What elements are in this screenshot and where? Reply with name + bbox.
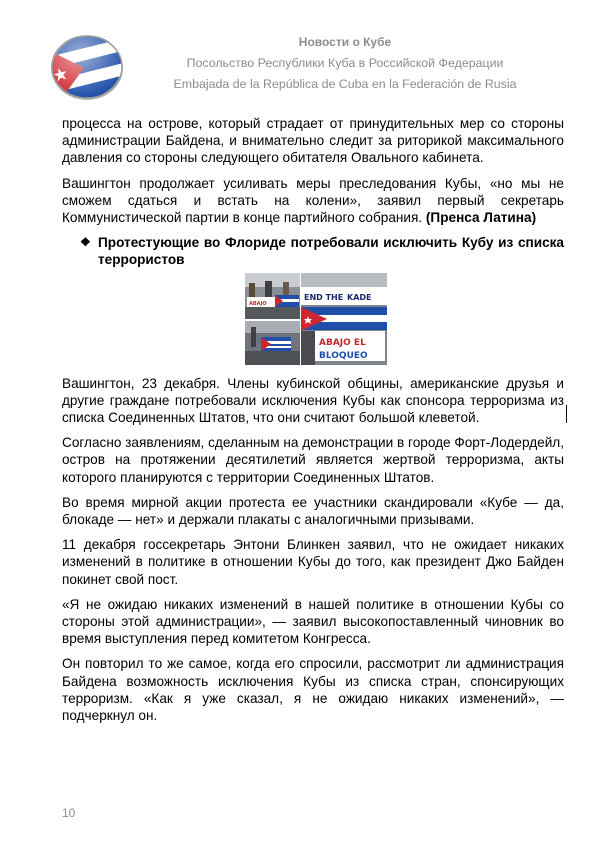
protest-photo-collage — [245, 273, 387, 365]
svg-text:ABAJO: ABAJO — [249, 300, 267, 307]
paragraph-text: Вашингтон продолжает усиливать меры преследования Кубы, «но мы не сможем сдаться и встать на колени», заявил первый секретарь Коммунистической партии в конце партийного собрания. — [62, 175, 564, 226]
bullet-icon: ❖ — [80, 235, 91, 250]
paragraph — [62, 175, 564, 227]
paragraph: Вашингтон, 23 декабря. Члены кубинской общины, американские друзья и другие граждане потребовали исключения Кубы как спонсора терроризма из списка Соединенных Штатов, что они считают большой клеветой. — [62, 375, 564, 426]
header-embassy-es: Embajada de la República de Cuba en la Federación de Rusia — [173, 77, 517, 91]
paragraph: 11 декабря госсекретарь Энтони Блинкен заявил, что не ожидает никаких изменений в политике в отношении Кубы до того, как президент Джо Байден покинет свой пост. — [62, 537, 564, 587]
paragraph: процесса на острове, который страдает от принудительных мер со стороны администрации Байдена, и внимательно следит за риторикой максимального давления со стороны следующего обитателя Овального кабинета. — [62, 116, 564, 166]
svg-text:ABAJO EL: ABAJO EL — [319, 337, 366, 348]
svg-text:KADE: KADE — [347, 292, 372, 302]
page-header — [0, 0, 605, 110]
news-source: (Пренса Латина) — [425, 210, 537, 226]
protest-photo — [245, 273, 300, 319]
section-heading-text: Протестующие во Флориде потребовали исключить Кубу из списка террористов — [98, 235, 564, 268]
protest-photo — [301, 273, 387, 365]
article-body — [62, 115, 564, 732]
header-title: Новости о Кубе — [298, 35, 392, 49]
paragraph: Он повторил то же самое, когда его спросили, рассмотрит ли администрация Байдена возможность исключения Кубы из списка стран, спонсирующих терроризм. «Как я уже сказал, я не ожидаю никаких изменений», — подчеркнул он. — [62, 656, 564, 724]
protest-photo — [245, 321, 300, 365]
paragraph: Согласно заявлениям, сделанным на демонстрации в городе Форт-Лодердейл, остров на протяжении десятилетий является жертвой терроризма, акты которого планируются с территории Соединенных Штатов. — [62, 435, 564, 485]
cuba-flag-logo — [50, 34, 124, 100]
svg-text:BLOQUEO: BLOQUEO — [319, 350, 368, 361]
header-embassy-ru: Посольство Республики Куба в Российской Федерации — [186, 56, 504, 70]
paragraph: Во время мирной акции протеста ее участники скандировали «Кубе — да, блокаде — нет» и держали плакаты с аналогичными призывами. — [62, 494, 564, 528]
svg-text:END THE: END THE — [304, 292, 344, 302]
text-cursor — [566, 405, 567, 423]
paragraph: «Я не ожидаю никаких изменений в нашей политике в отношении Кубы со стороны этой администрации», — заявил высокопоставленный чиновник во время выступления перед комитетом Конгресса. — [62, 596, 564, 647]
page-number: 10 — [62, 806, 76, 820]
section-heading — [80, 234, 564, 268]
